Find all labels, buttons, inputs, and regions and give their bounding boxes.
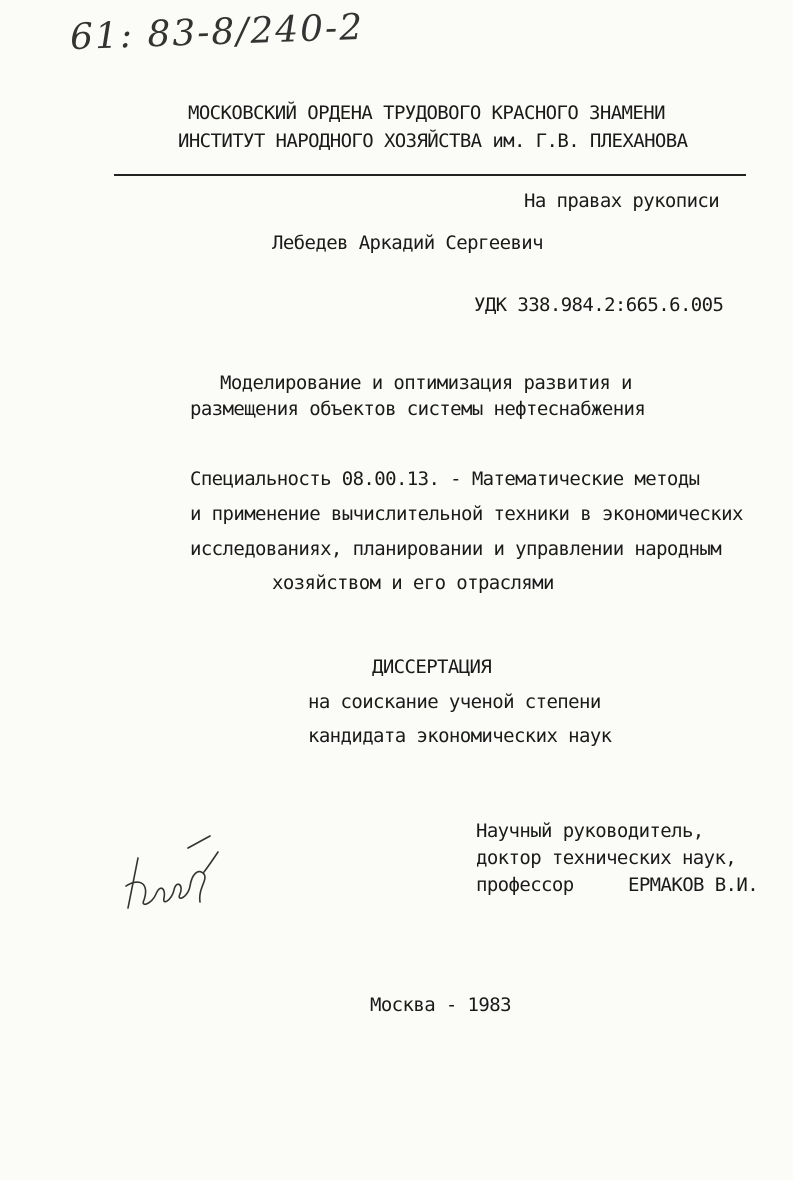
author-name: Лебедев Аркадий Сергеевич	[272, 232, 543, 254]
specialty-line-4: хозяйством и его отраслями	[272, 572, 554, 594]
supervisor-role: профессор	[476, 874, 574, 896]
dissertation-line-1: на соискание ученой степени	[308, 691, 601, 713]
dissertation-heading: ДИССЕРТАЦИЯ	[372, 656, 492, 678]
udc-code: УДК 338.984.2:665.6.005	[474, 294, 724, 316]
header-divider	[114, 174, 746, 176]
institution-line-1: МОСКОВСКИЙ ОРДЕНА ТРУДОВОГО КРАСНОГО ЗНАМЕНИ	[188, 102, 665, 124]
supervisor-title: Научный руководитель,	[476, 820, 704, 842]
archive-mark: 61: 83-8/240-2	[69, 6, 365, 59]
specialty-line-3: исследованиях, планировании и управлении народным	[190, 538, 722, 560]
manuscript-note: На правах рукописи	[524, 190, 720, 212]
supervisor-degree: доктор технических наук,	[476, 847, 737, 869]
specialty-line-1: Специальность 08.00.13. - Математические методы	[190, 468, 700, 490]
institution-line-2: ИНСТИТУТ НАРОДНОГО ХОЗЯЙСТВА им. Г.В. ПЛЕХАНОВА	[178, 130, 688, 152]
dissertation-line-2: кандидата экономических наук	[308, 725, 612, 747]
specialty-line-2: и применение вычислительной техники в экономических	[190, 503, 743, 525]
title-line-2: размещения объектов системы нефтеснабжения	[190, 398, 646, 420]
author-signature	[118, 828, 228, 918]
city-year: Москва - 1983	[370, 994, 511, 1016]
title-line-1: Моделирование и оптимизация развития и	[220, 372, 632, 394]
supervisor-name: ЕРМАКОВ В.И.	[628, 874, 759, 896]
